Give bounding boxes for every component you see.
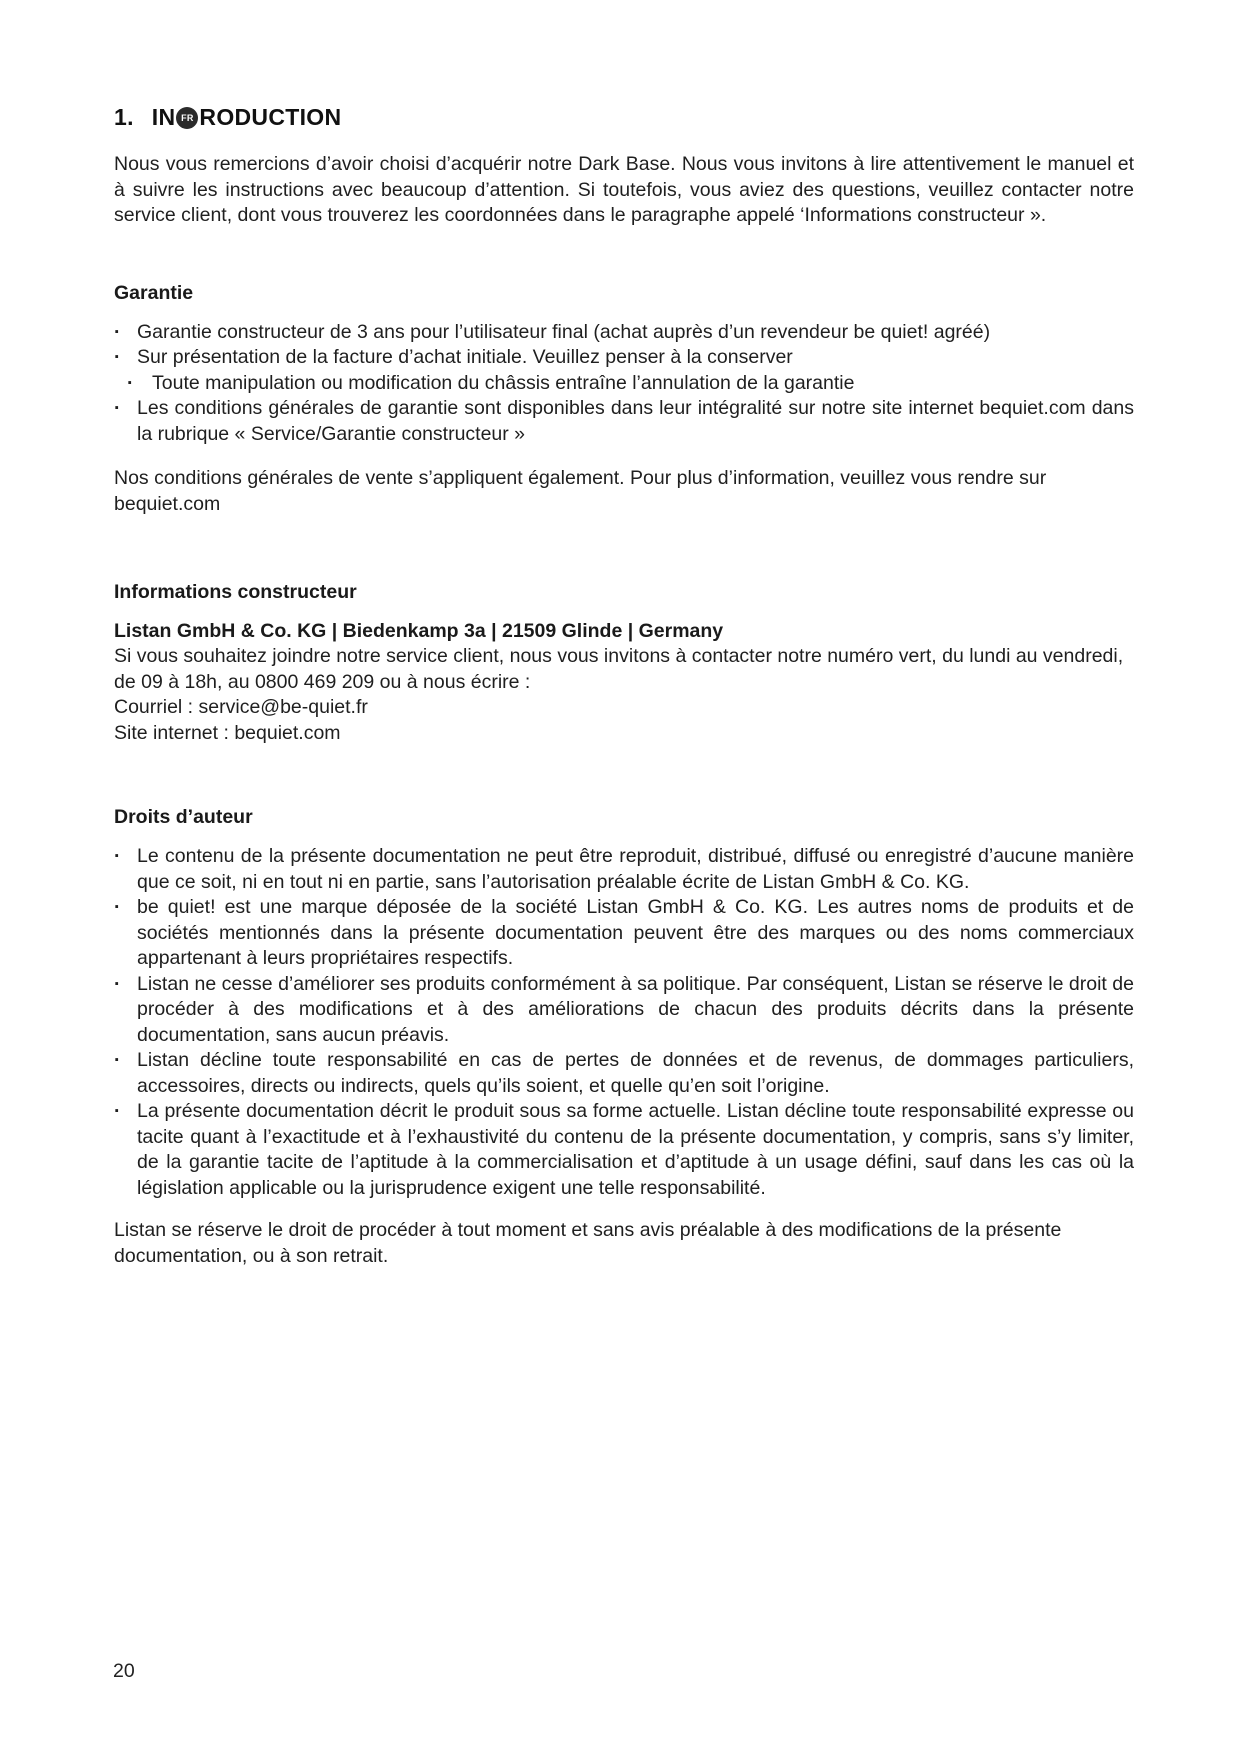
- section-title-suffix: RODUCTION: [199, 104, 342, 130]
- section-title: [152, 104, 342, 131]
- copyright-item: · Le contenu de la présente documentation ne peut être reproduit, distribué, diffusé ou enregistré d’aucune manière que ce soit, ni en tout ni en partie, sans l’autorisation préalable écrite de Listan GmbH & Co. KG.: [114, 844, 1134, 895]
- copyright-item: · Listan ne cesse d’améliorer ses produits conformément à sa politique. Par conséquent, Listan se réserve le droit de procéder à des modifications et à des améliorations de chacun des produits décrits dans la présente documentation, sans aucun préavis.: [114, 972, 1134, 1049]
- copyright-item: · Listan décline toute responsabilité en cas de pertes de données et de revenus, de dommages particuliers, accessoires, directs ou indirects, quels qu’ils soient, et quelle qu’en soit l’origine.: [114, 1048, 1134, 1099]
- warranty-item: · Garantie constructeur de 3 ans pour l’utilisateur final (achat auprès d’un revendeur be quiet! agréé): [114, 320, 1134, 346]
- manufacturer-website: Site internet : bequiet.com: [114, 721, 341, 744]
- warranty-item: · Les conditions générales de garantie sont disponibles dans leur intégralité sur notre site internet bequiet.com dans la rubrique « Service/Garantie constructeur »: [114, 396, 1134, 447]
- copyright-item: · La présente documentation décrit le produit sous sa forme actuelle. Listan décline toute responsabilité expresse ou tacite quant à l’exactitude et à l’exhaustivité du contenu de la présente documentation, y compris, sans s’y limiter, de la garantie tacite de l’aptitude à la commercialisation et d’aptitude à un usage défini, sauf dans les cas où la législation applicable ou la jurisprudence exigent une telle responsabilité.: [114, 1099, 1134, 1201]
- copyright-list: [114, 844, 1134, 1201]
- manufacturer-heading: Informations constructeur: [114, 581, 357, 603]
- warranty-heading: Garantie: [114, 281, 194, 304]
- language-badge-fr: FR: [176, 107, 198, 129]
- manufacturer-address: Listan GmbH & Co. KG | Biedenkamp 3a | 21509 Glinde | Germany: [114, 620, 724, 642]
- section-heading: [114, 104, 1134, 131]
- section-number: 1.: [114, 104, 134, 130]
- warranty-item: · Toute manipulation ou modification du châssis entraîne l’annulation de la garantie: [114, 371, 1134, 397]
- section-title-prefix: IN: [151, 104, 176, 130]
- manufacturer-contact-text: Si vous souhaitez joindre notre service client, nous vous invitons à contacter notre numéro vert, du lundi au vendredi, de 09 à 18h, au 0800 469 209 ou à nous écrire :: [114, 645, 1124, 693]
- copyright-heading: Droits d’auteur: [114, 806, 253, 828]
- manufacturer-email: Courriel : service@be-quiet.fr: [114, 696, 368, 718]
- page-content: [114, 104, 1134, 1269]
- page-number: 20: [113, 1660, 135, 1682]
- warranty-note: Nos conditions générales de vente s’appliquent également. Pour plus d’information, veuillez vous rendre sur bequiet.com: [114, 467, 1047, 515]
- copyright-item: · be quiet! est une marque déposée de la société Listan GmbH & Co. KG. Les autres noms de produits et de sociétés mentionnés dans la présente documentation peuvent être des marques ou des noms commerciaux appartenant à leurs propriétaires respectifs.: [114, 895, 1134, 972]
- warranty-list: [114, 320, 1134, 448]
- copyright-note: Listan se réserve le droit de procéder à tout moment et sans avis préalable à des modifications de la présente documentation, ou à son retrait.: [114, 1219, 1062, 1267]
- warranty-item: · Sur présentation de la facture d’achat initiale. Veuillez penser à la conserver: [114, 345, 1134, 371]
- intro-paragraph: Nous vous remercions d’avoir choisi d’acquérir notre Dark Base. Nous vous invitons à lire attentivement le manuel et à suivre les instructions avec beaucoup d’attention. Si toutefois, vous aviez des questions, veuillez contacter notre service client, dont vous trouverez les coordonnées dans le paragraphe appelé ‘Informations constructeur ».: [114, 153, 1134, 226]
